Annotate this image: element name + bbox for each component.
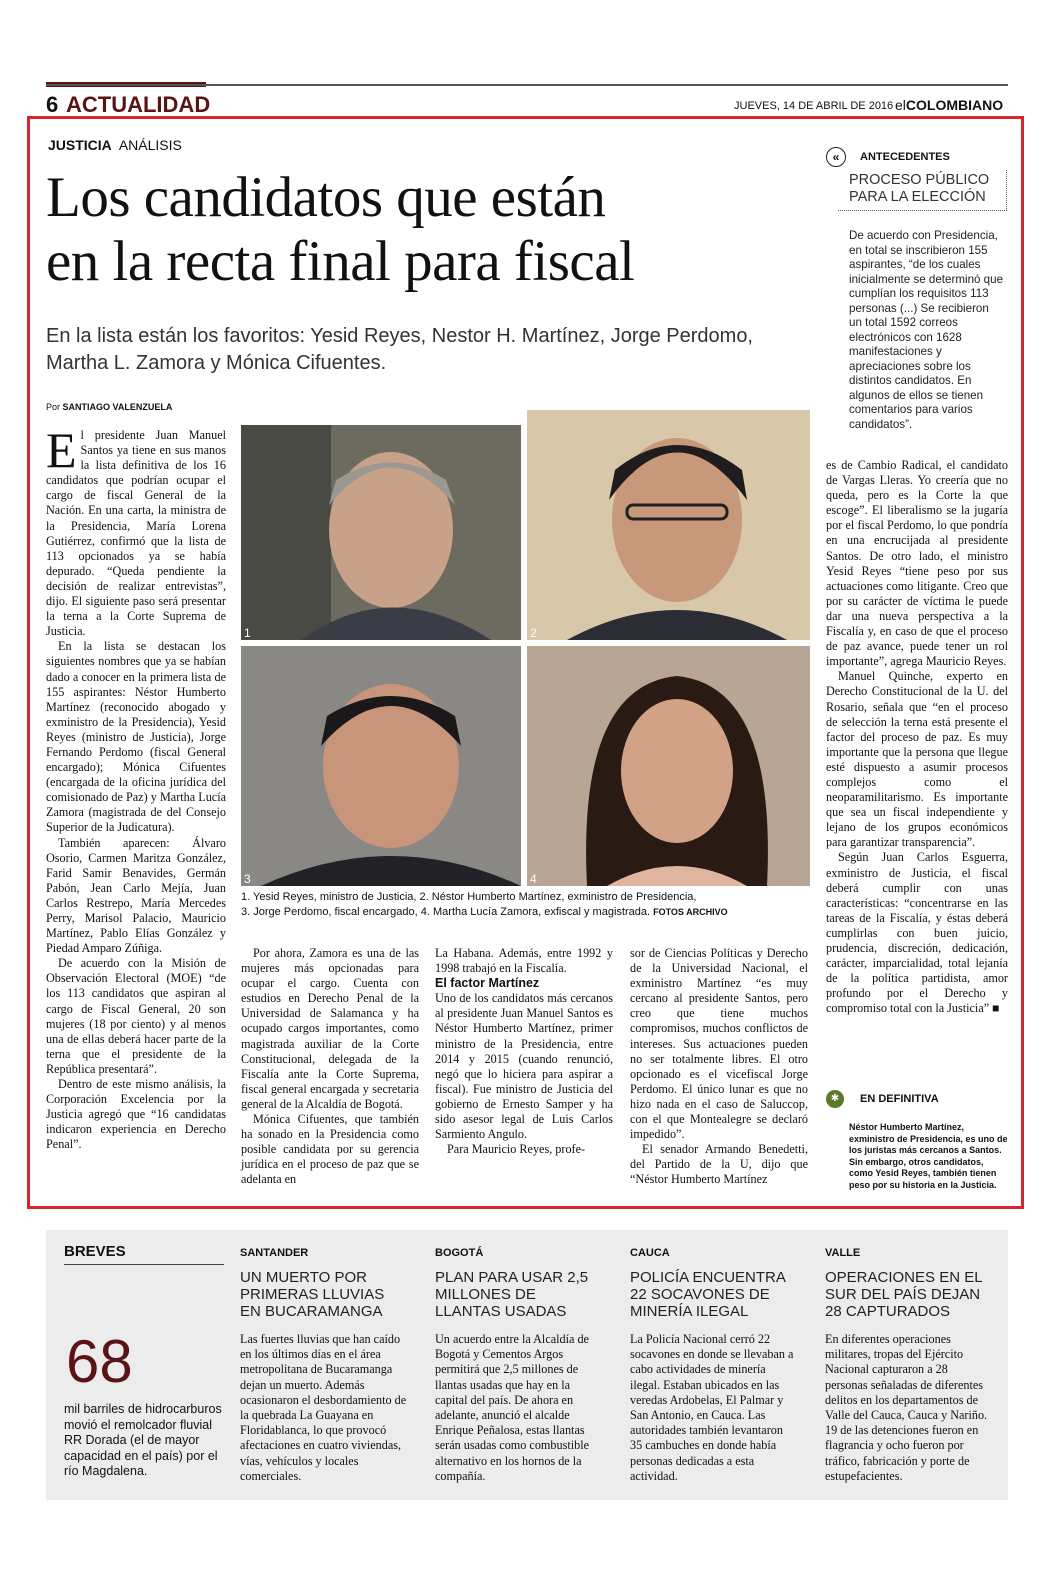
brief-region: CAUCA: [630, 1247, 670, 1259]
article-column-3: [435, 946, 613, 1157]
header-rule: [46, 84, 1008, 86]
page-number: 6: [46, 92, 59, 117]
photo-jorge-perdomo: [241, 646, 521, 886]
caption-line-1: 1. Yesid Reyes, ministro de Justicia, 2. Néstor Humberto Martínez, exministro de Presidencia,: [241, 891, 697, 903]
brief-body: La Policía Nacional cerró 22 socavones en donde se llevaban a cabo actividades de minería ilegal. Estaban ubicados en las veredas Ardobelas, El Palmar y San Antonio, en Cauca. Las autoridades también levantaron 35 cambuches en donde había personas dedicadas a esta actividad.: [630, 1332, 794, 1483]
article-headline: [46, 166, 806, 294]
article-byline: [46, 402, 172, 412]
photo-caption: [241, 890, 811, 920]
paragraph: También aparecen: Álvaro Osorio, Carmen Maritza González, Farid Samir Benavides, Germán Pabón, Jean Carlo Mejía, Juan Carlos Restrepo, María Mercedes Perry, Marisol Palacio, Mauricio Martínez, Pablo Elías González y Piedad Amparo Zúñiga.: [46, 835, 226, 956]
byline-author: SANTIAGO VALENZUELA: [62, 402, 173, 412]
breves-big-number: 68: [66, 1328, 133, 1395]
photo-number-1: 1: [244, 626, 251, 640]
article-column-1: [46, 422, 226, 1153]
section-title: ACTUALIDAD: [66, 92, 211, 117]
kicker-section: JUSTICIA: [48, 137, 112, 153]
brief-headline: POLICÍA ENCUENTRA 22 SOCAVONES DE MINERÍA ILEGAL: [630, 1269, 786, 1320]
paragraph: Por ahora, Zamora es una de las mujeres más opcionadas para ocupar el cargo. Cuenta con estudios en Derecho Penal de la Universidad de Salamanca y ha ocupado cargos importantes, como magistrada auxiliar de la Corte Constitucional, delegada de la Fiscalía ante la Corte Suprema, fiscal general encargada y secretaria general de la Alcaldía de Bogotá.: [241, 946, 419, 1111]
drop-cap: E: [46, 422, 77, 478]
photo-number-3: 3: [244, 872, 251, 886]
portrait-image: [527, 410, 810, 640]
headline-line-1: Los candidatos que están: [46, 166, 606, 229]
photo-number-2: 2: [530, 626, 537, 640]
paragraph: En la lista se destacan los siguientes nombres que ya se habían dado a conocer en la primera lista de 155 aspirantes: Néstor Humberto Martínez (reconocido abogado y exministro de la Presidencia), Yesid Reyes (ministro de Justicia), Jorge Fernando Perdomo (fiscal General encargado); Mónica Cifuentes (encargada de la oficina jurídica del comisionado de Paz) y Martha Lucía Zamora (magistrada de del Consejo Superior de la Judicatura).: [46, 639, 226, 835]
paragraph: Mónica Cifuentes, que también ha sonado en la Presidencia como posible candidata por su gerencia jurídica en el proceso de paz que se adelanta en: [241, 1112, 419, 1187]
article-deck: En la lista están los favoritos: Yesid Reyes, Nestor H. Martínez, Jorge Perdomo, Martha L. Zamora y Mónica Cifuentes.: [46, 325, 753, 374]
paragraph: Dentro de este mismo análisis, la Corporación Excelencia por la Justicia agregó que “16 candidatas indicaron experiencia en Derecho Penal”.: [46, 1077, 226, 1152]
sidebar-title: PROCESO PÚBLICO PARA LA ELECCIÓN: [849, 172, 990, 205]
brief-headline: OPERACIONES EN EL SUR DEL PAÍS DEJAN 28 CAPTURADOS: [825, 1269, 982, 1320]
paragraph: sor de Ciencias Políticas y Derecho de la Universidad Nacional, el exministro Martínez “es muy cercano al presidente Santos, pero creo que tiene muchos compromisos, muchos conflictos de intereses. Sus actuaciones pueden no ser totalmente libres. El otro opcionado es el vicefiscal Jorge Perdomo. El único lunar es que no hizo nada en el caso de Saluccop, con el que Montealegre se declaró impedido”.: [630, 946, 808, 1142]
kicker-type: ANÁLISIS: [118, 137, 182, 153]
brief-item: [240, 1247, 408, 1484]
brief-item: [825, 1247, 993, 1484]
paragraph: Según Juan Carlos Esguerra, exministro de Justicia, el fiscal deberá cumplir con unas características: “concentrarse en las tareas de la Fiscalía, y éstas deberá cumplirlas con buen juicio, prudencia, discreción, dedicación, carácter, imparcialidad, total lejanía de la política partidista, amor profundo por el Derecho y compromiso total con la Justicia” ■: [826, 850, 1008, 1016]
breves-title: BREVES: [64, 1243, 126, 1260]
breves-big-number-text: mil barriles de hidrocarburos movió el remolcador fluvial RR Dorada (el de mayor capacidad en el país) por el río Magdalena.: [64, 1402, 222, 1478]
photo-number-4: 4: [530, 872, 537, 886]
paragraph: Para Mauricio Reyes, profe-: [447, 1142, 586, 1157]
newspaper-name-bold: COLOMBIANO: [905, 97, 1004, 113]
paragraph: De acuerdo con la Misión de Observación Electoral (MOE) “de los 113 candidatos que aspiran al cargo de Fiscal General, 20 son mujeres (18 por ciento) y al menos una de ellas deberá hacer parte de la terna que el presidente de la República presentará”.: [46, 956, 226, 1076]
definitiva-label: EN DEFINITIVA: [860, 1093, 939, 1105]
sidebar-body: De acuerdo con Presidencia, en total se inscribieron 155 aspirantes, “de los cuales inicialmente se determinó que cumplían los requisitos 113 personas (...) Se recibieron un total 1592 correos electrónicos con 1628 manifestaciones y apreciaciones sobre los distintos candidatos. En algunos de ellos se tienen comentarios para varios candidatos”.: [849, 229, 1004, 431]
sidebar-label: ANTECEDENTES: [860, 151, 950, 163]
portrait-image: [241, 646, 521, 886]
brief-headline: PLAN PARA USAR 2,5 MILLONES DE LLANTAS USADAS: [435, 1269, 589, 1320]
brief-item: [630, 1247, 798, 1484]
article-kicker: [48, 137, 182, 153]
brief-body: Las fuertes lluvias que han caído en los últimos días en el área metropolitana de Bucaramanga dejan un muerto. Además ocasionaron el desbordamiento de la quebrada La Guayana en Floridablanca, lo que provocó afectaciones en cuatro viviendas, vías, vehículos y locales comerciales.: [240, 1332, 407, 1483]
paragraph: l presidente Juan Manuel Santos ya tiene en sus manos la lista definitiva de los 16 candidatos que podrían ocupar el cargo de fiscal General de la Nación. En una carta, la ministra de la Presidencia, María Lorena Gutiérrez, confirmó que la lista de 113 opcionados ya se había depurado. “Queda pendiente la decisión de realizar entrevistas”, dijo. El siguiente paso será presentar la terna a la Corte Suprema de Justicia.: [46, 428, 226, 639]
paragraph: El senador Armando Benedetti, del Partido de la U, dijo que “Néstor Humberto Martínez: [630, 1142, 808, 1187]
paragraph: Uno de los candidatos más cercanos al presidente Juan Manuel Santos es Néstor Humberto Martínez, primer ministro de la Presidencia, entre 2014 y 2015 (cuando renunció, negó que lo hiciera para aspirar a fiscal). Fue ministro de Justicia del gobierno de Ernesto Samper y ha sido asesor legal de Luis Carlos Sarmiento Angulo.: [435, 991, 613, 1142]
brief-body: Un acuerdo entre la Alcaldía de Bogotá y Cementos Argos permitirá que 2,5 millones de llantas usadas que hay en la capital del país. De ahora en adelante, anunció el alcalde Enrique Peñalosa, estas llantas serán usadas como combustible alternativo en los hornos de la compañía.: [435, 1332, 589, 1483]
headline-line-2: en la recta final para fiscal: [46, 230, 635, 293]
paragraph: Manuel Quinche, experto en Derecho Constitucional de la U. del Rosario, señala que “en el proceso de selección la terna está presente el factor del proceso de paz. Es muy importante que la persona que llegue esté dispuesto a asumir procesos complejos como el neoparamilitarismo. Es importante que sea un fiscal independiente y lejano de los grupos económicos para garantizar transparencia”.: [826, 669, 1008, 850]
portrait-image: [241, 425, 521, 640]
issue-date: JUEVES, 14 DE ABRIL DE 2016: [734, 100, 894, 112]
brief-body: En diferentes operaciones militares, tropas del Ejército Nacional capturaron a 28 personas señaladas de diferentes delitos en los departamentos de Valle del Cauca, Cauca y Nariño. 19 de las detenciones fueron en flagrancia y ocho fueron por tráfico, fabricación y porte de estupefacientes.: [825, 1332, 988, 1483]
article-column-4: [630, 946, 808, 1188]
photo-yesid-reyes: [241, 425, 521, 640]
subheading: El factor Martínez: [435, 976, 540, 991]
paragraph: La Habana. Además, entre 1992 y 1998 trabajó en la Fiscalía.: [435, 946, 613, 976]
brief-headline: UN MUERTO POR PRIMERAS LLUVIAS EN BUCARAMANGA: [240, 1269, 385, 1320]
photo-nestor-humberto-martinez: [527, 410, 810, 640]
newspaper-name: [895, 97, 1003, 113]
paragraph: es de Cambio Radical, el candidato de Vargas Lleras. Yo creería que no queda, pero es la Corte la que escoge”. El liberalismo se la jugaría por el fiscal Perdomo, lo que pondría en una encrucijada al presidente Santos. De otro lado, el ministro Yesid Reyes “tiene peso por sus actuaciones como litigante. Creo que por su carácter de víctima le puede dar una nueva perspectiva a la Fiscalía y, en caso de que el proceso de paz avance, puede tener un rol importante”, agrega Mauricio Reyes.: [826, 458, 1008, 669]
photo-martha-lucia-zamora: [527, 646, 810, 886]
byline-prefix: Por: [46, 402, 61, 412]
photo-credit: FOTOS ARCHIVO: [653, 907, 728, 917]
brief-region: SANTANDER: [240, 1247, 309, 1259]
asterisk-icon: ✱: [826, 1090, 844, 1108]
newspaper-prefix: el: [895, 97, 906, 113]
brief-item: [435, 1247, 603, 1484]
brief-region: BOGOTÁ: [435, 1247, 484, 1259]
brief-region: VALLE: [825, 1247, 861, 1259]
breves-rule: [64, 1264, 224, 1265]
definitiva-body: Néstor Humberto Martínez, exministro de Presidencia, es uno de los juristas más cercanos a Santos. Sin embargo, otros candidatos, como Yesid Reyes, también tienen peso por su historia en la Justicia.: [849, 1122, 1008, 1190]
portrait-image: [527, 646, 810, 886]
article-column-2: [241, 946, 419, 1188]
chevron-left-icon: «: [826, 147, 846, 167]
article-column-5: [826, 458, 1008, 1016]
caption-line-2: 3. Jorge Perdomo, fiscal encargado, 4. Martha Lucía Zamora, exfiscal y magistrada.: [241, 906, 651, 918]
